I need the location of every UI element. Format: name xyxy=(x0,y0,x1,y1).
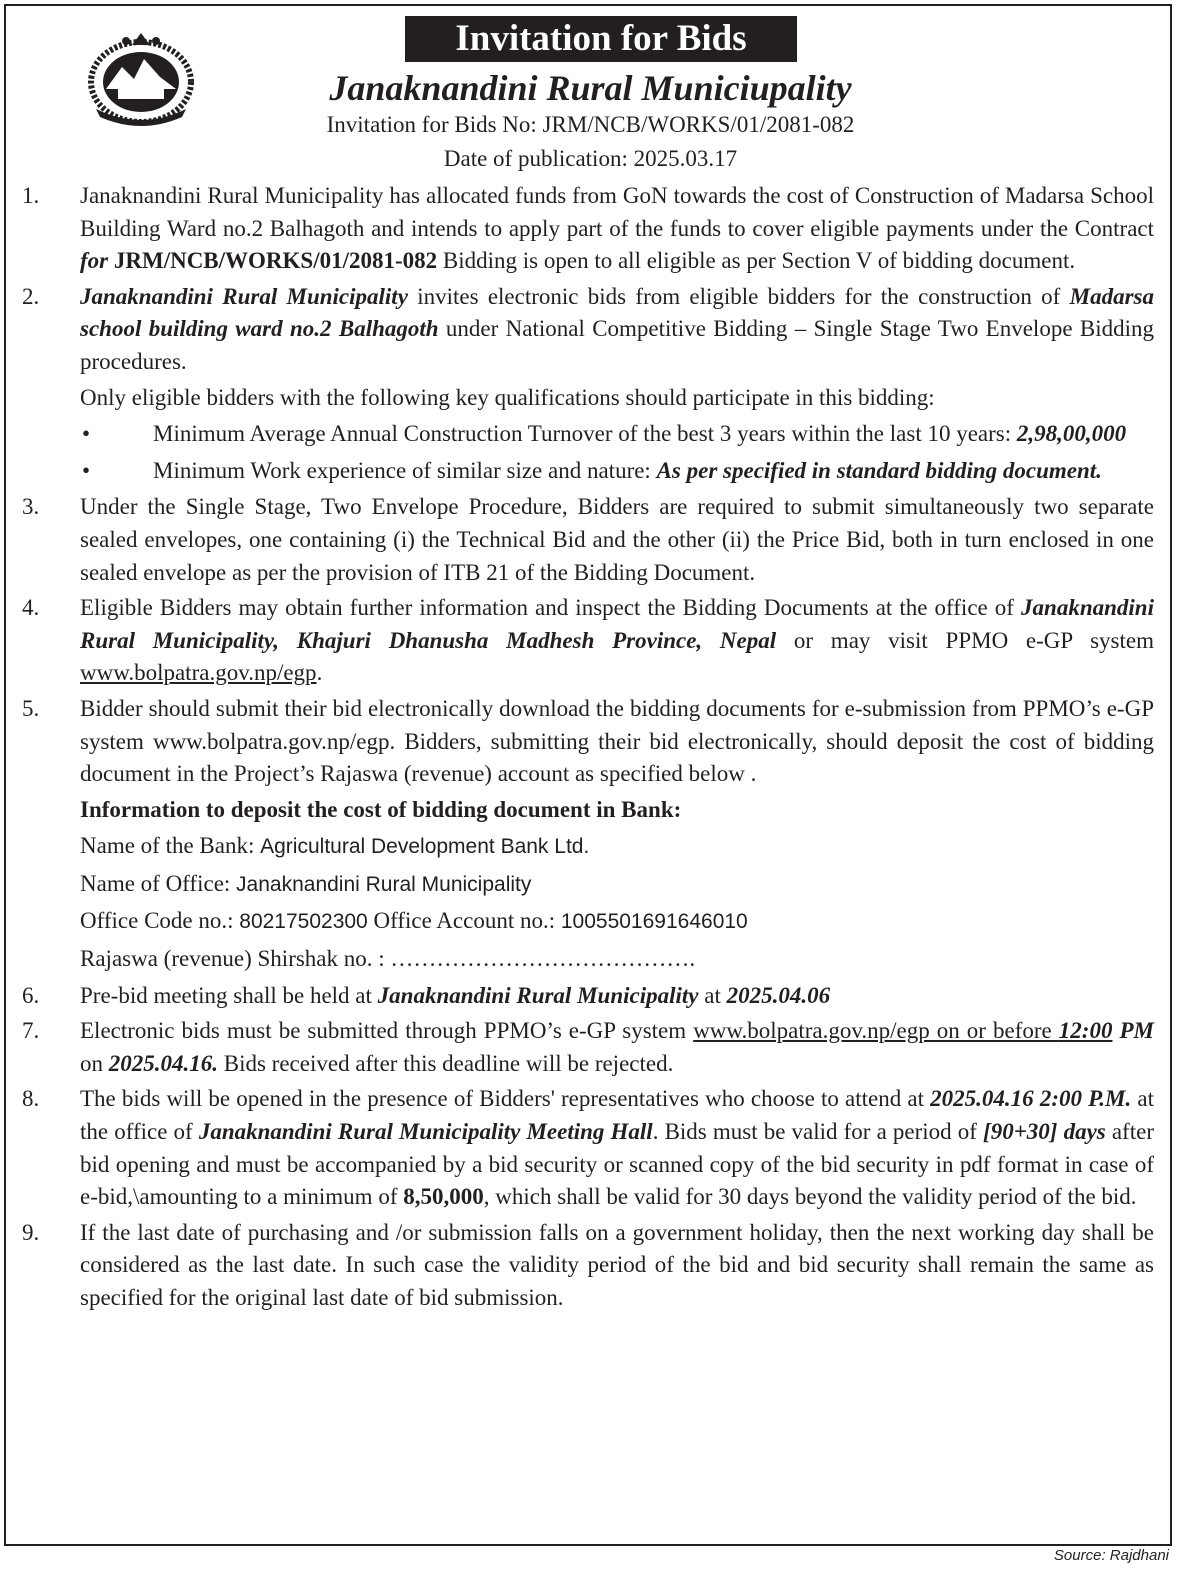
clause-9 xyxy=(22,1217,1154,1315)
deadline-time: 12:00 xyxy=(1058,1018,1113,1044)
clause-number: 6. xyxy=(22,982,40,1008)
clause-text: after bid opening and must be accompanied by a bid security or scanned copy of the bid security in pdf format in case of e-bid,\amounting to a minimum of xyxy=(80,1119,1154,1210)
clause-text: Bids received after this deadline will be rejected. xyxy=(218,1050,674,1076)
work-name: Madarsa school building ward no.2 Balhagoth xyxy=(80,283,1154,342)
clause-number: 7. xyxy=(22,1018,40,1044)
clause-text: at the office of xyxy=(80,1086,1154,1145)
clause-1 xyxy=(22,180,1154,278)
security-amount: 8,50,000 xyxy=(403,1184,484,1210)
clause-4 xyxy=(22,592,1154,690)
bank-info xyxy=(22,794,1154,976)
office-name-label: Name of Office: xyxy=(80,870,237,896)
deadline-date: 2025.04.16. xyxy=(108,1050,218,1076)
clause-text: Janaknandini Rural Municipality has allocated funds from GoN towards the cost of Construction of Madarsa School Building Ward no.2 Balhagoth and intends to apply part of the funds to cover eligible payments under the Contract xyxy=(80,183,1154,241)
publication-date: Date of publication: 2025.03.17 xyxy=(443,146,738,171)
shirshak-number: Rajaswa (revenue) Shirshak no. : …………………………………. xyxy=(80,946,696,972)
opening-datetime: 2025.04.16 2:00 P.M. xyxy=(930,1086,1132,1112)
bank-name: Agricultural Development Bank Ltd. xyxy=(260,835,590,859)
prebid-date: 2025.04.06 xyxy=(726,982,831,1008)
bank-name-label: Name of the Bank: xyxy=(80,833,261,859)
qualification-intro: Only eligible bidders with the following key qualifications should participate in this bidding: xyxy=(80,384,935,410)
clause-text: . xyxy=(316,660,323,686)
prebid-place: Janaknandini Rural Municipality xyxy=(377,982,699,1008)
office-name: Janaknandini Rural Municipality xyxy=(236,872,532,896)
notice-body xyxy=(22,180,1154,1318)
turnover-value: 2,98,00,000 xyxy=(1016,421,1127,447)
clause-text: on xyxy=(80,1050,109,1076)
clause-number: 4. xyxy=(22,595,40,621)
clause-text: under National Competitive Bidding – Single Stage Two Envelope Bidding procedures. xyxy=(80,316,1155,374)
organization-name: Janaknandini Rural Municiupality xyxy=(329,68,852,108)
bullet-text: Minimum Work experience of similar size and nature: xyxy=(153,457,657,483)
clause-text: or may visit PPMO e-GP system xyxy=(776,627,1154,653)
account-number: 1005501691646010 xyxy=(560,910,748,934)
account-label: Office Account no.: xyxy=(367,908,561,934)
validity-days: [90+30] days xyxy=(983,1119,1106,1145)
notice-title: Invitation for Bids xyxy=(405,16,797,62)
egp-link[interactable]: www.bolpatra.gov.np/egp xyxy=(80,660,317,686)
clause-text: Bidder should submit their bid electronically download the bidding documents for e-submission from PPMO’s e-GP system www.bolpatra.gov.np/egp. Bidders, submitting their bid electronically, should deposit the cost of bidding document in the Project’s Rajaswa (revenue) account as specified below . xyxy=(80,695,1154,787)
clause-number: 9. xyxy=(22,1219,40,1245)
opening-place: Janaknandini Rural Municipality Meeting Hall xyxy=(198,1119,653,1145)
source-credit: Source: Rajdhani xyxy=(1053,1547,1169,1564)
experience-value: As per specified in standard bidding document. xyxy=(656,457,1102,483)
deadline-pm: PM xyxy=(1112,1018,1154,1044)
clause-6 xyxy=(22,980,1154,1013)
office-code-label: Office Code no.: xyxy=(80,908,240,934)
clause-3 xyxy=(22,491,1154,589)
office-code: 80217502300 xyxy=(239,910,368,934)
clause-number: 1. xyxy=(22,183,40,208)
clause-text: Under the Single Stage, Two Envelope Procedure, Bidders are required to submit simultaneously two separate sealed envelopes, one containing (i) the Technical Bid and the other (ii) the Price Bid, both in turn enclosed in one sealed envelope as per the provision of ITB 21 of the Bidding Document. xyxy=(80,494,1154,585)
clause-text: Electronic bids must be submitted through PPMO’s e-GP system xyxy=(80,1018,694,1044)
clause-text: . Bids must be valid for a period of xyxy=(652,1119,984,1145)
clause-text: If the last date of purchasing and /or submission falls on a government holiday, then the next working day shall be considered as the last date. In such case the validity period of the bid and bid security shall remain the same as specified for the original last date of bid submission. xyxy=(80,1219,1154,1310)
clause-text: Bidding is open to all eligible as per Section V of bidding document. xyxy=(437,248,1076,274)
contract-number: JRM/NCB/WORKS/01/2081-082 xyxy=(108,248,438,274)
clause-text: The bids will be opened in the presence of Bidders' representatives who choose to attend at xyxy=(80,1086,931,1112)
clause-5 xyxy=(22,693,1154,791)
qualification-experience xyxy=(22,455,1154,488)
office-address: Janaknandini Rural Municipality, Khajuri Dhanusha Madhesh Province, Nepal xyxy=(80,595,1154,653)
clause-text: invites electronic bids from eligible bidders for the construction of xyxy=(407,283,1070,309)
clause-text: at xyxy=(698,982,727,1008)
clause-number: 5. xyxy=(22,695,40,721)
clause-7 xyxy=(22,1015,1154,1080)
municipality-name: Janaknandini Rural Municipality xyxy=(80,283,408,309)
egp-link[interactable]: www.bolpatra.gov.np/egp on or before xyxy=(693,1018,1059,1044)
clause-number: 3. xyxy=(22,494,40,520)
clause-text: , which shall be valid for 30 days beyond the validity period of the bid. xyxy=(483,1184,1137,1210)
clause-text: Eligible Bidders may obtain further information and inspect the Bidding Documents at the office of xyxy=(80,595,1022,621)
bank-heading: Information to deposit the cost of bidding document in Bank: xyxy=(80,796,682,822)
clause-number: 2. xyxy=(22,283,40,309)
bullet-icon: • xyxy=(82,457,91,483)
bullet-icon: • xyxy=(82,421,91,447)
clause-8 xyxy=(22,1083,1154,1213)
bullet-text: Minimum Average Annual Construction Turnover of the best 3 years within the last 10 years: xyxy=(153,421,1017,447)
qualification-turnover xyxy=(22,418,1154,451)
clause-text: Pre-bid meeting shall be held at xyxy=(80,982,378,1008)
ifb-number: Invitation for Bids No: JRM/NCB/WORKS/01/2081-082 xyxy=(326,112,855,137)
clause-number: 8. xyxy=(22,1086,40,1112)
contract-for: for xyxy=(80,248,109,274)
clause-2 xyxy=(22,281,1154,379)
